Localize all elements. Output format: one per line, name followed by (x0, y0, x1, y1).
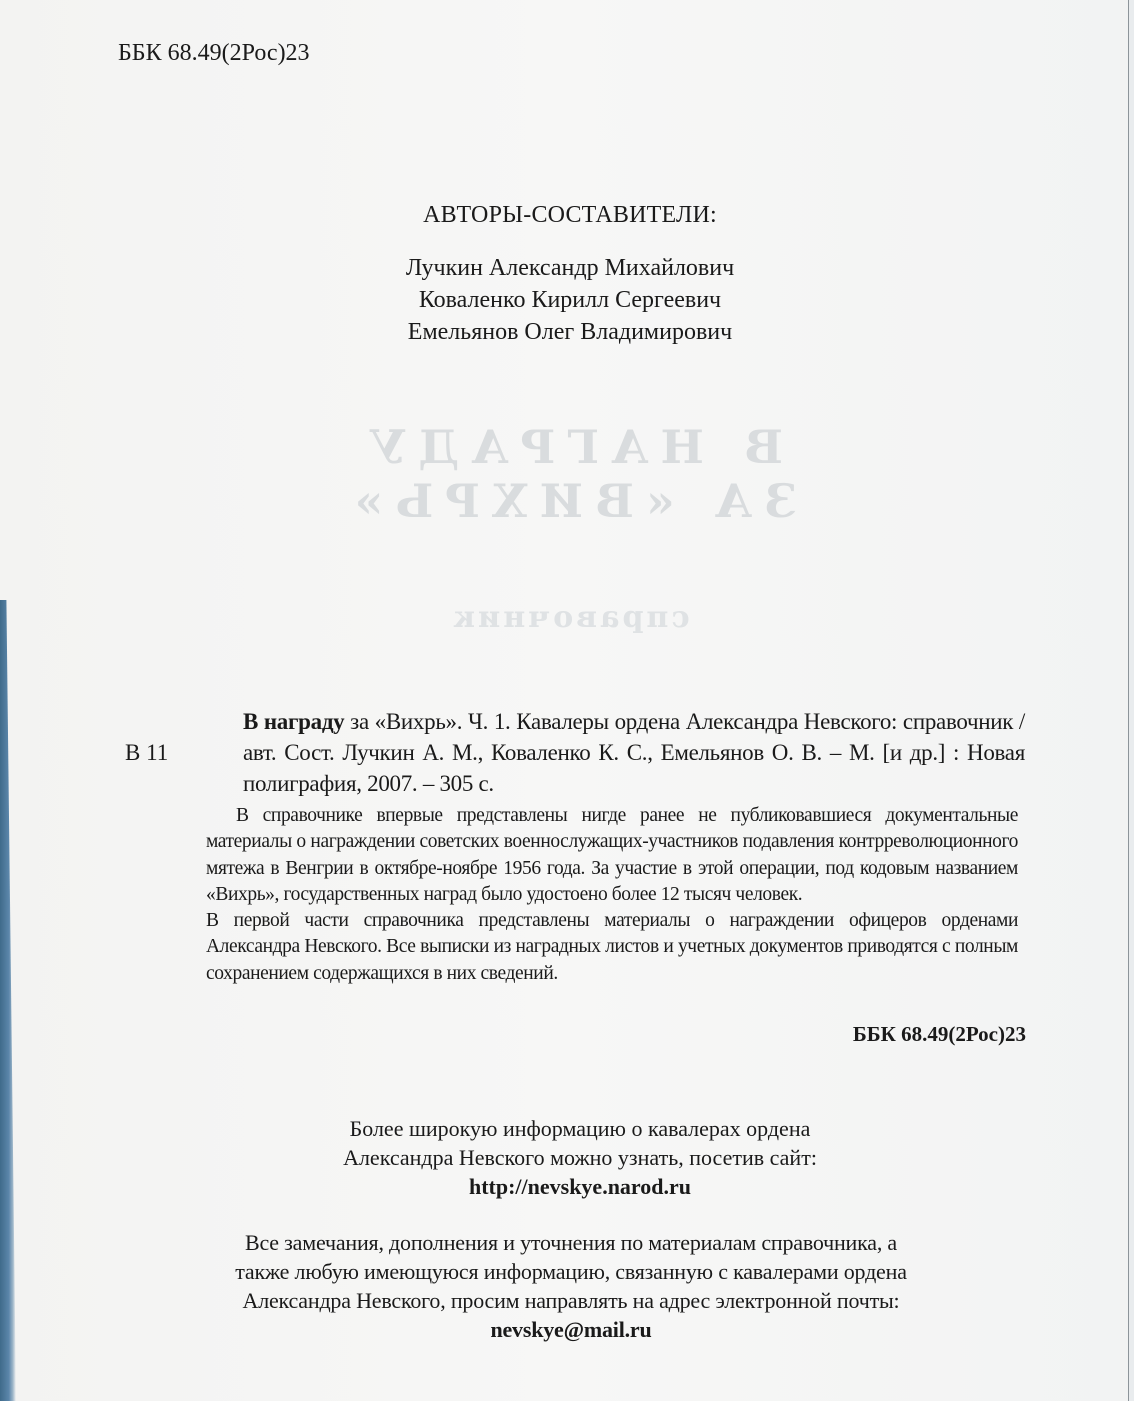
bbk-code-bottom: ББК 68.49(2Рос)23 (852, 1022, 1026, 1046)
catalog-title-bold: В награду (243, 709, 345, 734)
authors-list (0, 252, 1134, 348)
catalog-entry (243, 706, 1025, 799)
bbk-code-top: ББК 68.49(2Рос)23 (118, 40, 310, 66)
contact-info (0, 1228, 1134, 1344)
author-name: Лучкин Александр Михайлович (405, 255, 735, 281)
contact-info-line: также любую имеющуюся информацию, связанную с кавалерами ордена (235, 1259, 907, 1284)
website-url[interactable]: http://nevskye.narod.ru (468, 1174, 692, 1199)
authors-heading: АВТОРЫ-СОСТАВИТЕЛИ: (423, 202, 717, 228)
annotation-paragraph: В справочнике впервые представлены нигде ранее не публиковавшиеся документальные материалы о награждении советских военнослужащих-участников подавления контрреволюционного мятежа в Венгрии в октябре-ноябре 1956 года. За участие в этой операции, под кодовым названием «Вихрь», государственных наград было удостоено более 12 тысяч человек. (206, 805, 1018, 905)
annotation-paragraph: В первой части справочника представлены материалы о награждении офицеров орденами Александра Невского. Все выписки из наградных листов и учетных документов приводятся с полным сохранением содержащихся в них сведений. (206, 910, 1018, 984)
website-info-line: Александра Невского можно узнать, посетив сайт: (343, 1145, 817, 1170)
website-info (0, 1114, 1134, 1201)
catalog-title-rest: за «Вихрь». Ч. 1. Кавалеры ордена Александра Невского: справочник / авт. Сост. Лучкин А. М., Коваленко К. С., Емельянов О. В. – М. [и др.] : Новая полиграфия, 2007. – 305 с. (243, 709, 1025, 796)
show-through-title-line-1: В НАГРАДУ (357, 420, 783, 474)
contact-info-line: Александра Невского, просим направлять на адрес электронной почты: (242, 1288, 900, 1313)
contact-email[interactable]: nevskye@mail.ru (490, 1317, 652, 1342)
show-through-subtitle: справочник (450, 600, 690, 635)
annotation (206, 803, 1018, 987)
website-info-line: Более широкую информацию о кавалерах ордена (349, 1116, 811, 1141)
contact-info-line: Все замечания, дополнения и уточнения по материалам справочника, а (245, 1230, 897, 1255)
author-name: Емельянов Олег Владимирович (407, 319, 733, 345)
catalog-code: В 11 (125, 740, 169, 765)
show-through-title-line-2: ЗА «ВИХРЬ» (342, 474, 798, 528)
author-name: Коваленко Кирилл Сергеевич (418, 287, 722, 313)
